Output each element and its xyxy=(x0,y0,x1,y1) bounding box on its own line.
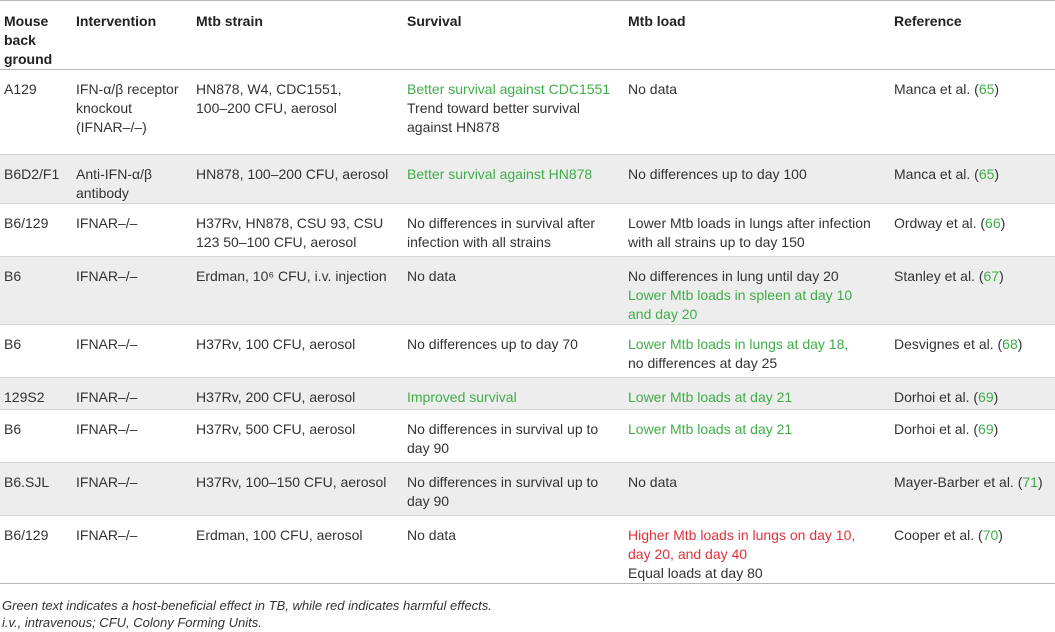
table-row xyxy=(0,463,1055,516)
cell-reference xyxy=(890,155,1055,204)
cell-mtb-strain: HN878, W4, CDC1551, 100–200 CFU, aerosol xyxy=(192,70,403,155)
cell-mtb-load: Lower Mtb loads at day 21 xyxy=(624,410,890,463)
cell-mtb-load: No data xyxy=(624,70,890,155)
cell-reference xyxy=(890,378,1055,410)
header-row xyxy=(0,1,1055,70)
cell-mouse-background: B6 xyxy=(0,325,72,378)
reference-author: Ordway et al. ( xyxy=(894,215,986,231)
cell-reference xyxy=(890,257,1055,325)
header-intervention: Intervention xyxy=(72,1,192,70)
reference-link[interactable]: 67 xyxy=(983,268,1000,284)
cell-intervention: IFNAR–/– xyxy=(72,463,192,516)
cell-intervention: IFNAR–/– xyxy=(72,325,192,378)
cell-mouse-background: B6.SJL xyxy=(0,463,72,516)
reference-link[interactable]: 68 xyxy=(1002,336,1018,352)
table-row xyxy=(0,204,1055,257)
cell-intervention: IFNAR–/– xyxy=(72,410,192,463)
header-mouse-background: Mouse back ground xyxy=(0,1,72,70)
reference-link[interactable]: 71 xyxy=(1022,474,1038,490)
reference-close: ) xyxy=(993,421,999,437)
cell-survival: No differences in survival after infection with all strains xyxy=(403,204,624,257)
cell-mouse-background: A129 xyxy=(0,70,72,155)
table-row xyxy=(0,70,1055,155)
reference-author: Manca et al. ( xyxy=(894,166,979,182)
reference-link[interactable]: 65 xyxy=(978,166,995,182)
cell-mtb-strain: Erdman, 100 CFU, aerosol xyxy=(192,516,403,584)
reference-author: Mayer-Barber et al. ( xyxy=(894,474,1023,490)
reference-author: Dorhoi et al. ( xyxy=(894,389,979,405)
reference-link[interactable]: 65 xyxy=(978,81,995,97)
reference-author: Stanley et al. ( xyxy=(894,268,984,284)
cell-mouse-background: B6 xyxy=(0,410,72,463)
table-row xyxy=(0,155,1055,204)
cell-survival: Better survival against HN878 xyxy=(403,155,624,204)
table-row xyxy=(0,410,1055,463)
cell-mtb-strain: HN878, 100–200 CFU, aerosol xyxy=(192,155,403,204)
footnote-abbreviations: i.v., intravenous; CFU, Colony Forming Units. xyxy=(2,615,262,630)
cell-intervention: IFNAR–/– xyxy=(72,204,192,257)
cell-mtb-load: No differences up to day 100 xyxy=(624,155,890,204)
header-mtb-strain: Mtb strain xyxy=(192,1,403,70)
reference-author: Dorhoi et al. ( xyxy=(894,421,979,437)
reference-close: ) xyxy=(999,268,1004,284)
cell-mtb-strain: H37Rv, 100 CFU, aerosol xyxy=(192,325,403,378)
cell-reference xyxy=(890,204,1055,257)
cell-mtb-load: Lower Mtb loads at day 21 xyxy=(624,378,890,410)
cell-intervention: IFN-α/β receptor knockout (IFNAR–/–) xyxy=(72,70,192,155)
cell-intervention: IFNAR–/– xyxy=(72,516,192,584)
header-mtb-load: Mtb load xyxy=(624,1,890,70)
cell-mouse-background: B6/129 xyxy=(0,516,72,584)
table-row xyxy=(0,516,1055,584)
table-row xyxy=(0,325,1055,378)
reference-close: ) xyxy=(994,166,1000,182)
reference-link[interactable]: 70 xyxy=(982,527,999,543)
reference-author: Desvignes et al. ( xyxy=(894,336,1003,352)
reference-close: ) xyxy=(1000,215,1006,231)
reference-link[interactable]: 69 xyxy=(978,421,994,437)
table-row xyxy=(0,257,1055,325)
footnote-color-legend: Green text indicates a host-beneficial effect in TB, while red indicates harmful effects. xyxy=(2,598,492,613)
cell-intervention: Anti-IFN-α/β antibody xyxy=(72,155,192,204)
cell-survival: No differences in survival up to day 90 xyxy=(403,463,624,516)
cell-survival: No differences in survival up to day 90 xyxy=(403,410,624,463)
reference-link[interactable]: 69 xyxy=(978,389,994,405)
reference-author: Manca et al. ( xyxy=(894,81,979,97)
cell-mtb-strain: Erdman, 10⁶ CFU, i.v. injection xyxy=(192,257,403,325)
cell-mtb-load: Lower Mtb loads in lungs after infection with all strains up to day 150 xyxy=(624,204,890,257)
cell-reference xyxy=(890,463,1055,516)
cell-survival: No data xyxy=(403,257,624,325)
header-reference: Reference xyxy=(890,1,1055,70)
reference-close: ) xyxy=(993,389,999,405)
cell-mouse-background: B6/129 xyxy=(0,204,72,257)
header-survival: Survival xyxy=(403,1,624,70)
cell-mtb-load: Higher Mtb loads in lungs on day 10, day 20, and day 40 Equal loads at day 80 xyxy=(624,516,890,584)
reference-link[interactable]: 66 xyxy=(985,215,1001,231)
reference-close: ) xyxy=(994,81,1000,97)
cell-mouse-background: B6D2/F1 xyxy=(0,155,72,204)
cell-mtb-strain: H37Rv, 500 CFU, aerosol xyxy=(192,410,403,463)
cell-mtb-strain: H37Rv, HN878, CSU 93, CSU 123 50–100 CFU, aerosol xyxy=(192,204,403,257)
cell-intervention: IFNAR–/– xyxy=(72,378,192,410)
cell-reference xyxy=(890,410,1055,463)
cell-mtb-load: No differences in lung until day 20 Lower Mtb loads in spleen at day 10 and day 20 xyxy=(624,257,890,325)
cell-mouse-background: B6 xyxy=(0,257,72,325)
cell-mouse-background: 129S2 xyxy=(0,378,72,410)
cell-intervention: IFNAR–/– xyxy=(72,257,192,325)
cell-survival: Improved survival xyxy=(403,378,624,410)
cell-reference xyxy=(890,516,1055,584)
reference-close: ) xyxy=(1037,474,1043,490)
footnotes xyxy=(2,597,492,631)
cell-mtb-strain: H37Rv, 100–150 CFU, aerosol xyxy=(192,463,403,516)
cell-mtb-load: No data xyxy=(624,463,890,516)
cell-mtb-load: Lower Mtb loads in lungs at day 18, no differences at day 25 xyxy=(624,325,890,378)
table-row xyxy=(0,378,1055,410)
reference-author: Cooper et al. ( xyxy=(894,527,983,543)
reference-close: ) xyxy=(1017,336,1023,352)
cell-survival: No differences up to day 70 xyxy=(403,325,624,378)
cell-reference xyxy=(890,325,1055,378)
cell-mtb-strain: H37Rv, 200 CFU, aerosol xyxy=(192,378,403,410)
cell-survival: No data xyxy=(403,516,624,584)
cell-reference xyxy=(890,70,1055,155)
reference-close: ) xyxy=(998,527,1003,543)
cell-survival: Better survival against CDC1551 Trend toward better survival against HN878 xyxy=(403,70,624,155)
